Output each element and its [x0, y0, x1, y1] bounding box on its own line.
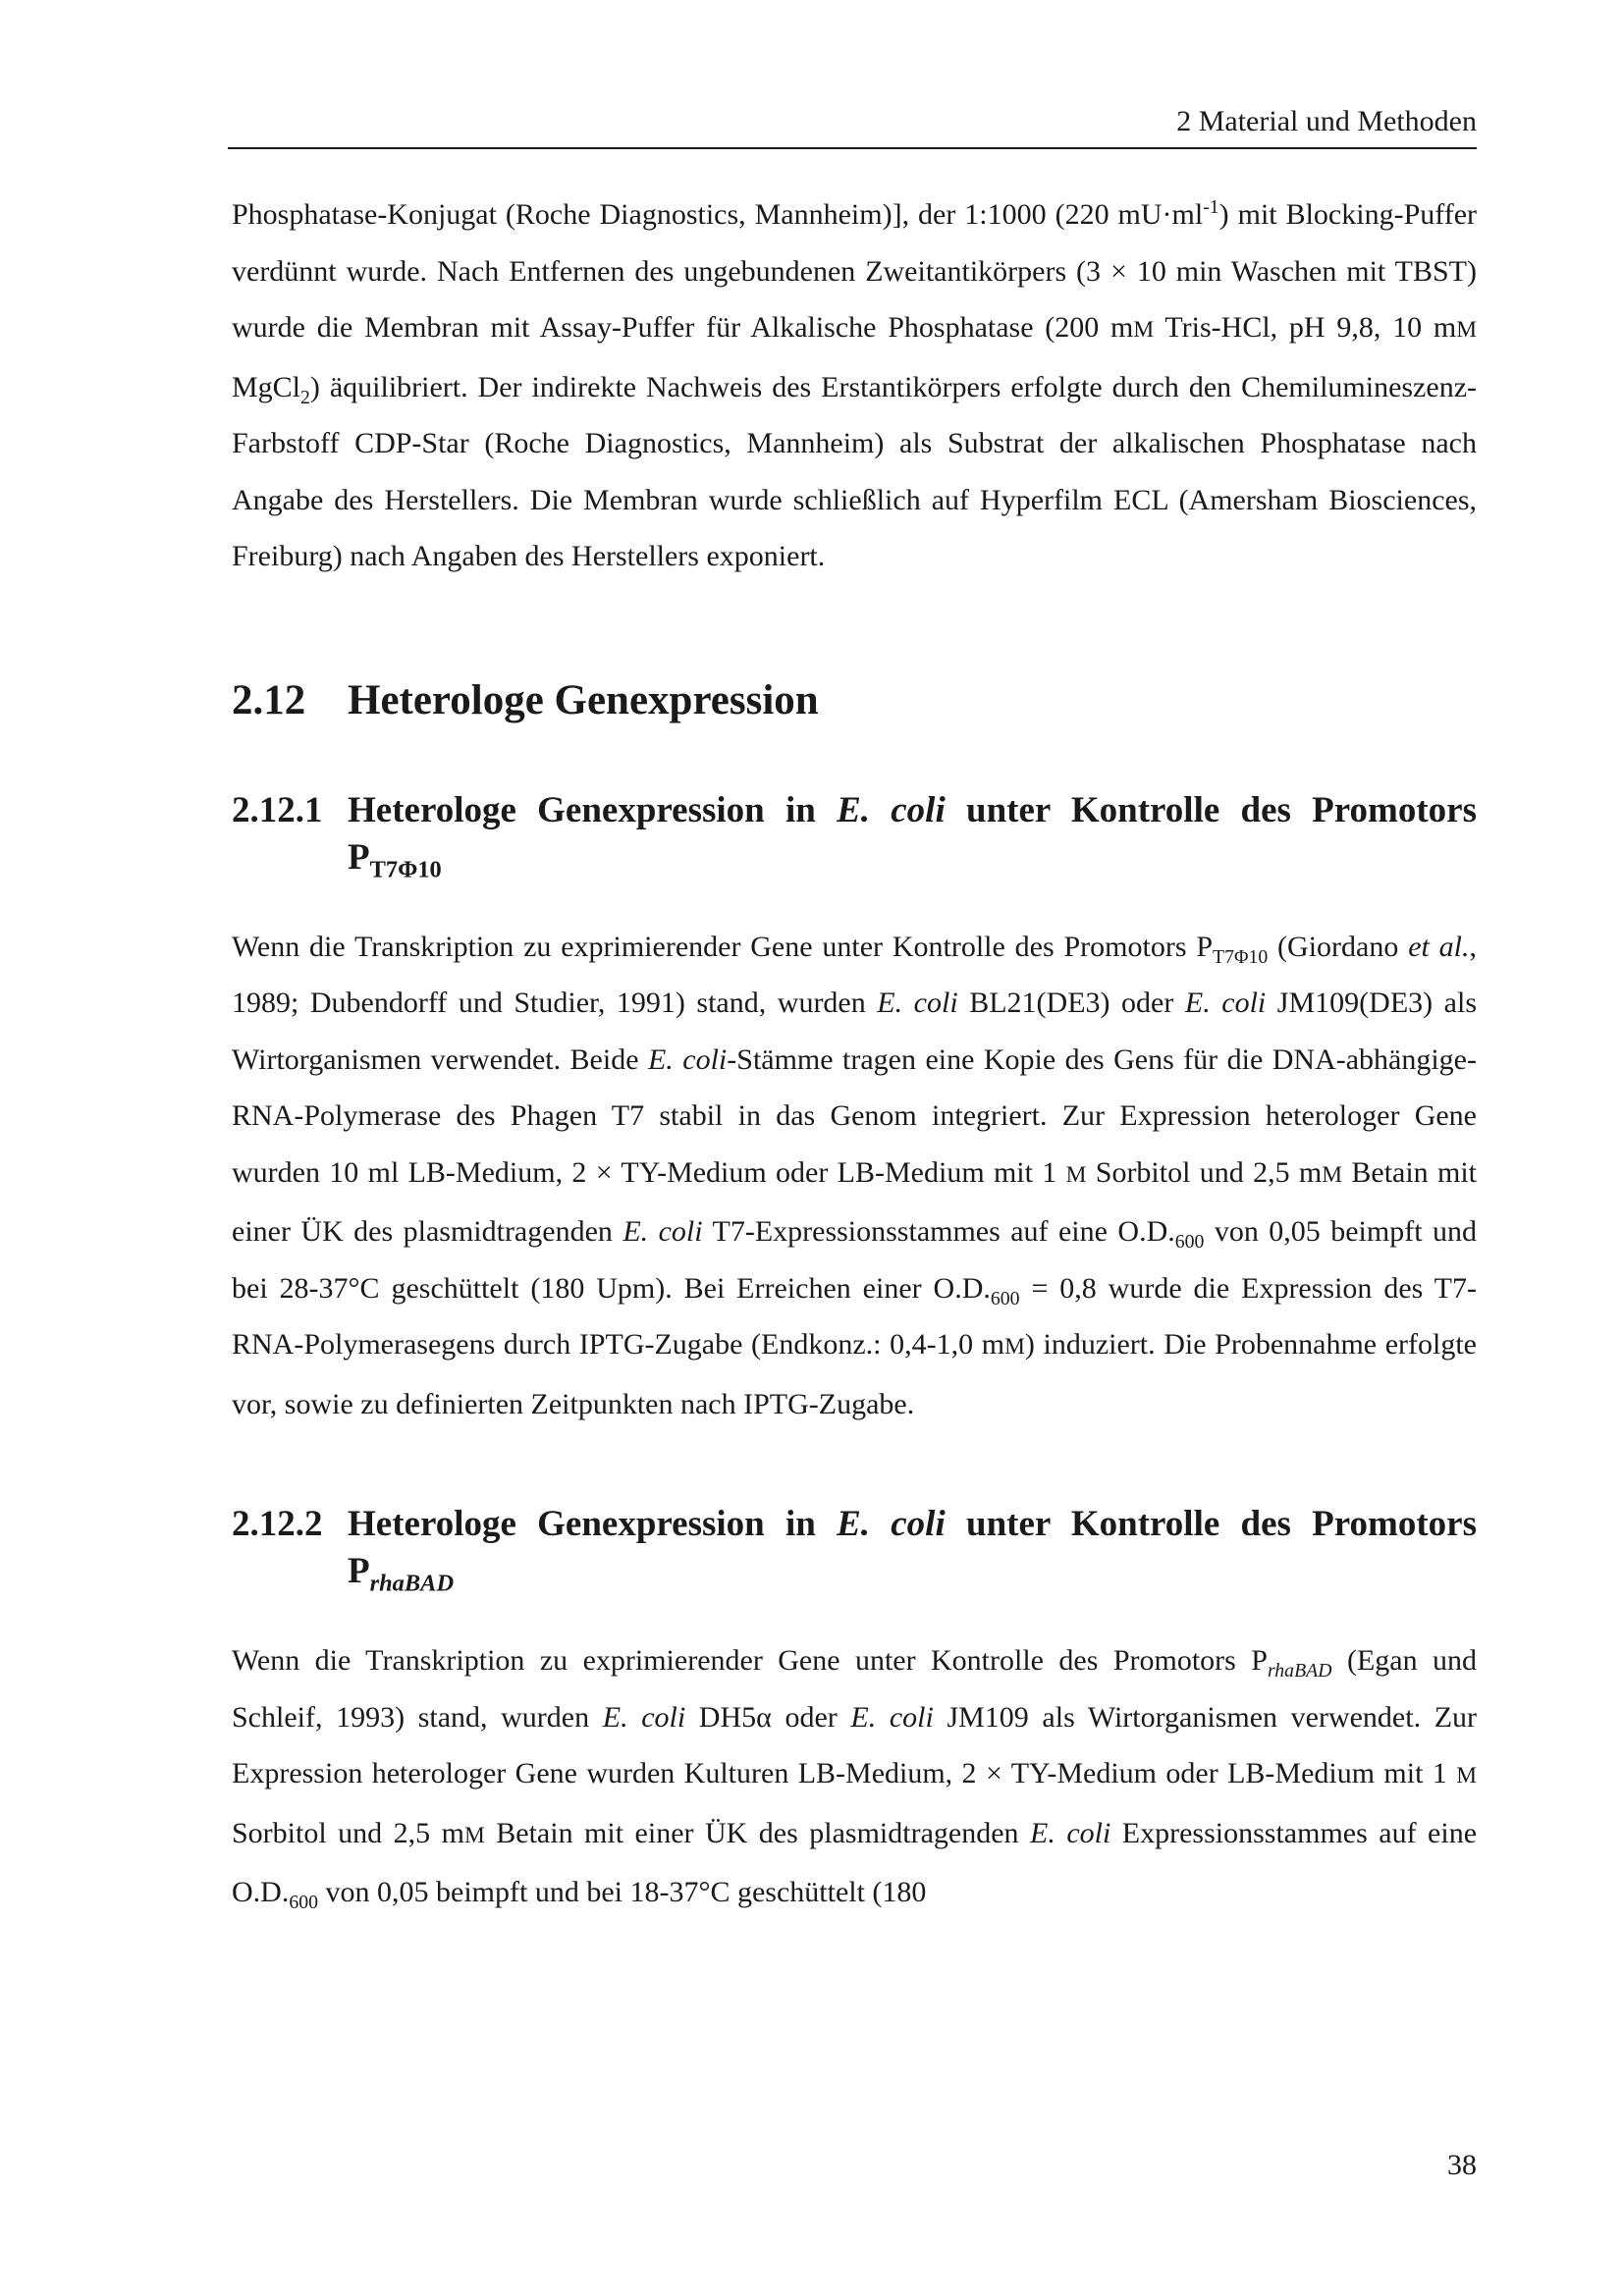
section-heading-2-12: 2.12 Heterologe Genexpression — [232, 676, 819, 723]
paragraph-rhabad-expression: Wenn die Transkription zu exprimierender Gene unter Kontrolle des Promotors $P_{rhaBAD}$ (Egan und Schleif, 1993) stand, wurden E. coli DH5α oder E. coli JM109 als Wirtorganismen verwendet. Zur Expression heterologer Gene wurden Kulturen LB-Medium, 2 × TY-Medium oder LB-Medium mit 1 M Sorbitol und 2,5 mM Betain mit einer ÜK des plasmidtragenden E. coli Expressionsstammes auf eine $O.D._{600}$ von 0,05 beimpft und bei 18-37°C geschüttelt (180 — [232, 1644, 1478, 1913]
section-heading-2-12-2: 2.12.2 Heterologe Genexpression in E. coli unter Kontrolle des Promotors $P_{rhaBAD}$ — [232, 1504, 1477, 1597]
paragraph-t7-expression: Wenn die Transkription zu exprimierender Gene unter Kontrolle des Promotors $P_{T7\Phi 10}$ (Giordano et al., 1989; Dubendorff und Studier, 1991) stand, wurden E. coli BL21(DE3) oder E. coli JM109(DE3) als Wirtorganismen verwendet. Beide E. coli-Stämme tragen eine Kopie des Gens für die DNA-abhängige-RNA-Polymerase des Phagen T7 stabil in das Genom integriert. Zur Expression heterologer Gene wurden 10 ml LB-Medium, 2 × TY-Medium oder LB-Medium mit 1 M Sorbitol und 2,5 mM Betain mit einer ÜK des plasmidtragenden E. coli T7-Expressionsstammes auf eine $O.D._{600}$ von 0,05 beimpft und bei 28-37°C geschüttelt (180 Upm). Bei Erreichen einer $O.D._{600} = 0,8$ wurde die Expression des T7-RNA-Polymerasegens durch IPTG-Zugabe (Endkonz.: 0,4-1,0 mM) induziert. Die Probennahme erfolgte vor, sowie zu definierten Zeitpunkten nach IPTG-Zugabe. — [232, 930, 1478, 1420]
section-heading-2-12-1: 2.12.1 Heterologe Genexpression in E. coli unter Kontrolle des Promotors $P_{T7\Phi 10}$ — [232, 789, 1477, 882]
header-rule — [228, 147, 1477, 149]
running-head: 2 Material und Methoden — [1176, 105, 1477, 137]
page-body — [232, 187, 1477, 1921]
paragraph-western-blot: Phosphatase-Konjugat (Roche Diagnostics, Mannheim)], der 1:1000 (220 $mU\cdot ml^{-1}$) mit Blocking-Puffer verdünnt wurde. Nach Entfernen des ungebundenen Zweitantikörpers (3 × 10 min Waschen mit TBST) wurde die Membran mit Assay-Puffer für Alkalische Phosphatase (200 mM Tris-HCl, pH 9,8, 10 mM MgCl$_2$) äquilibriert. Der indirekte Nachweis des Erstantikörpers erfolgte durch den Chemilumineszenz-Farbstoff CDP-Star (Roche Diagnostics, Mannheim) als Substrat der alkalischen Phosphatase nach Angabe des Herstellers. Die Membran wurde schließlich auf Hyperfilm ECL (Amersham Biosciences, Freiburg) nach Angaben des Herstellers exponiert. — [232, 196, 1478, 572]
page-number: 38 — [1447, 2149, 1477, 2181]
